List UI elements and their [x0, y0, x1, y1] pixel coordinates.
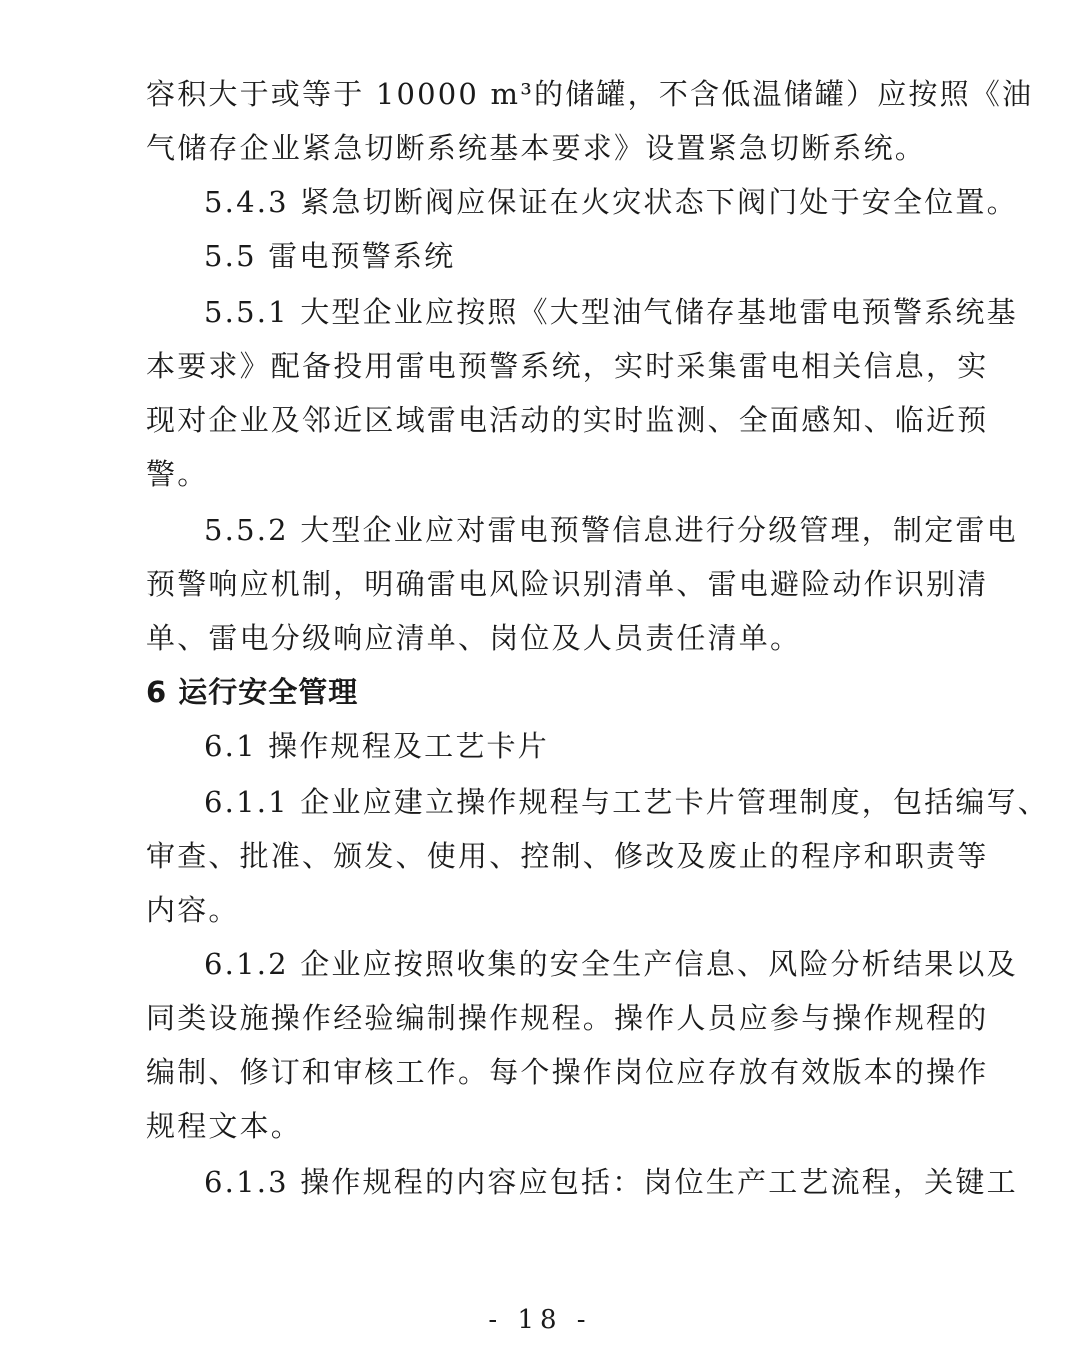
chapter-heading: 6 运行安全管理	[146, 675, 359, 709]
text-line: 单、雷电分级响应清单、岗位及人员责任清单。	[146, 621, 802, 655]
page-number: - 18 -	[488, 1305, 592, 1335]
text-line: 6.1.3 操作规程的内容应包括：岗位生产工艺流程，关键工	[204, 1165, 1018, 1199]
text-line: 内容。	[146, 893, 240, 927]
text-line: 审查、批准、颁发、使用、控制、修改及废止的程序和职责等	[146, 839, 989, 873]
text-line: 编制、修订和审核工作。每个操作岗位应存放有效版本的操作	[146, 1055, 989, 1089]
section-heading: 5.5 雷电预警系统	[204, 239, 456, 273]
text-line: 规程文本。	[146, 1109, 303, 1143]
text-line: 预警响应机制，明确雷电风险识别清单、雷电避险动作识别清	[146, 567, 989, 601]
text-line: 5.5.2 大型企业应对雷电预警信息进行分级管理，制定雷电	[204, 513, 1018, 547]
text-line: 5.5.1 大型企业应按照《大型油气储存基地雷电预警系统基	[204, 295, 1018, 329]
section-heading: 6.1 操作规程及工艺卡片	[204, 729, 549, 763]
text-line: 6.1.1 企业应建立操作规程与工艺卡片管理制度，包括编写、	[204, 785, 1050, 819]
text-line: 本要求》配备投用雷电预警系统，实时采集雷电相关信息，实	[146, 349, 989, 383]
text-line: 警。	[146, 457, 209, 491]
text-line: 6.1.2 企业应按照收集的安全生产信息、风险分析结果以及	[204, 947, 1018, 981]
text-line: 同类设施操作经验编制操作规程。操作人员应参与操作规程的	[146, 1001, 989, 1035]
text-line: 容积大于或等于 10000 m³的储罐，不含低温储罐）应按照《油	[146, 77, 1034, 111]
text-line: 气储存企业紧急切断系统基本要求》设置紧急切断系统。	[146, 131, 927, 165]
text-line: 5.4.3 紧急切断阀应保证在火灾状态下阀门处于安全位置。	[204, 185, 1018, 219]
text-line: 现对企业及邻近区域雷电活动的实时监测、全面感知、临近预	[146, 403, 989, 437]
